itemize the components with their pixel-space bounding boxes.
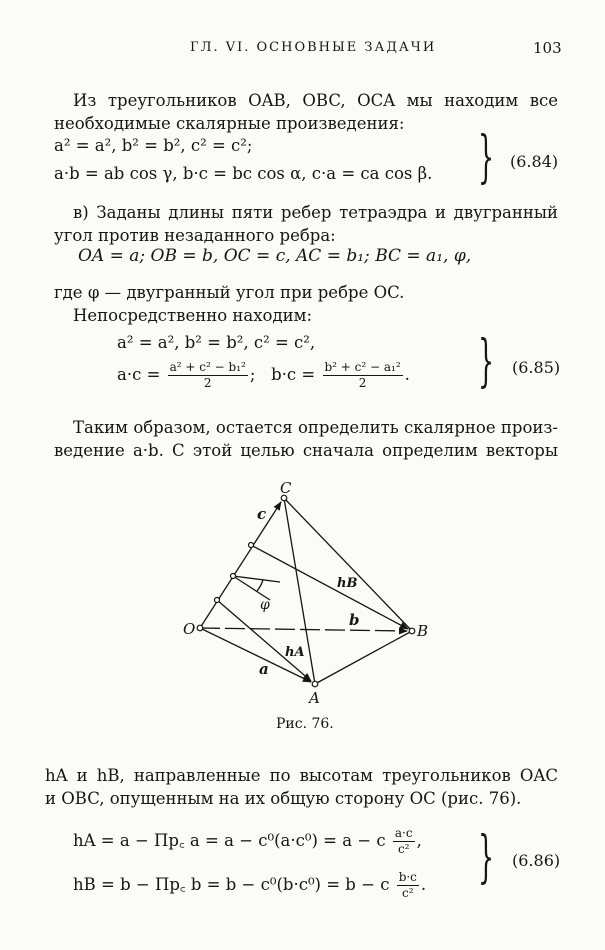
fraction xyxy=(393,826,415,857)
vector-hb xyxy=(251,545,408,629)
page-header xyxy=(0,40,605,62)
vector-b xyxy=(200,628,407,631)
label-ha: hA xyxy=(285,645,305,660)
label-o: O xyxy=(183,620,196,638)
paragraph-line: необходимые скалярные произведения: xyxy=(54,114,405,133)
label-c-vector: c xyxy=(257,505,267,523)
right-brace: } xyxy=(478,125,495,190)
fraction-denominator: c² xyxy=(402,886,414,900)
vertex-a xyxy=(312,681,318,687)
hb-lhs: hB = b − Пр꜀ b = b − c⁰(b·c⁰) = b − c xyxy=(73,875,390,894)
fraction xyxy=(168,360,248,391)
paragraph-line: Из треугольников OAB, OBC, OCA мы находим все xyxy=(73,91,558,110)
equation-6-84-row2: a·b = ab cos γ, b·c = bc cos α, c·a = ca cos β. xyxy=(54,164,433,183)
fraction-numerator: a·c xyxy=(394,826,413,840)
label-b-point: B xyxy=(417,622,429,640)
label-phi: φ xyxy=(260,597,270,613)
edge-ba xyxy=(315,631,412,684)
label-a-vector: a xyxy=(259,660,269,678)
ha-lhs: hA = a − Пр꜀ a = a − c⁰(a·c⁰) = a − c xyxy=(73,831,386,850)
vertex-b xyxy=(409,628,415,634)
equation-6-85-row1: a² = a², b² = b², c² = c², xyxy=(117,333,316,352)
fraction-denominator: 2 xyxy=(358,376,367,390)
fraction-numerator: b·c xyxy=(398,870,417,884)
equation-number: (6.85) xyxy=(512,358,561,377)
equation-6-86-row1: hA = a − Пр꜀ a = a − c⁰(a·c⁰) = a − c $\frac{a\cdot c}{\text{c²}}$ , xyxy=(73,826,422,856)
foot-ha xyxy=(215,598,220,603)
angle-arc xyxy=(257,580,263,591)
label-a-point: A xyxy=(309,689,320,707)
paragraph-line: в) Заданы длины пяти ребер тетраэдра и двугранный xyxy=(73,203,558,222)
given-values: OA = a; OB = b, OC = c, AC = b₁; BC = a₁, φ, xyxy=(78,246,472,266)
label-c-point: C xyxy=(280,479,292,497)
equation-number: (6.84) xyxy=(510,152,559,171)
paragraph-line: и OBC, опущенным на их общую сторону OC (рис. 76). xyxy=(45,789,522,808)
paragraph-line: Таким образом, остается определить скалярное произ- xyxy=(73,418,558,437)
equation-number: (6.86) xyxy=(512,851,561,870)
equation-6-86-row2: hB = b − Пр꜀ b = b − c⁰(b·c⁰) = b − c $\frac{b\cdot c}{\text{c²}}$ . xyxy=(73,870,427,900)
running-title: ГЛ. VI. ОСНОВНЫЕ ЗАДАЧИ xyxy=(190,40,437,55)
label-b-vector: b xyxy=(349,611,360,629)
fraction-denominator: 2 xyxy=(203,376,212,390)
paragraph-2 xyxy=(54,201,558,247)
bc-lhs: b·c = xyxy=(271,365,316,384)
paragraph-3 xyxy=(54,281,554,327)
fraction-numerator: b² + c² − a₁² xyxy=(324,360,401,374)
right-brace: } xyxy=(478,825,495,890)
page-number: 103 xyxy=(533,39,562,57)
vertex-o xyxy=(197,625,203,631)
equation-6-85-row2: a·c = $\frac{\text{a² + c² − b₁²}}{2}$ ; b·c = $\frac{\text{b² + c² − a₁²}}{2}$ . xyxy=(117,360,410,390)
paragraph-line: ведение a·b. С этой целью сначала определим векторы xyxy=(54,441,558,460)
paragraph-line: угол против незаданного ребра: xyxy=(54,226,336,245)
fraction-denominator: c² xyxy=(397,842,410,856)
paragraph-line: где φ — двугранный угол при ребре OC. xyxy=(54,283,405,302)
fraction xyxy=(397,870,419,901)
paragraph-line: Непосредственно находим: xyxy=(73,306,313,325)
label-hb: hB xyxy=(337,576,358,591)
paragraph-line: hA и hB, направленные по высотам треугольников OAC xyxy=(45,766,558,785)
right-brace: } xyxy=(478,329,495,394)
angle-vertex xyxy=(231,574,236,579)
tetrahedron-figure xyxy=(170,470,440,710)
ac-lhs: a·c = xyxy=(117,365,161,384)
figure-caption: Рис. 76. xyxy=(276,716,334,732)
fraction xyxy=(323,360,403,391)
fraction-numerator: a² + c² − b₁² xyxy=(169,360,246,374)
equation-6-84-row1: a² = a², b² = b², c² = c²; xyxy=(54,136,253,155)
foot-hb xyxy=(249,543,254,548)
paragraph-5 xyxy=(45,764,558,810)
paragraph-4 xyxy=(54,416,558,462)
